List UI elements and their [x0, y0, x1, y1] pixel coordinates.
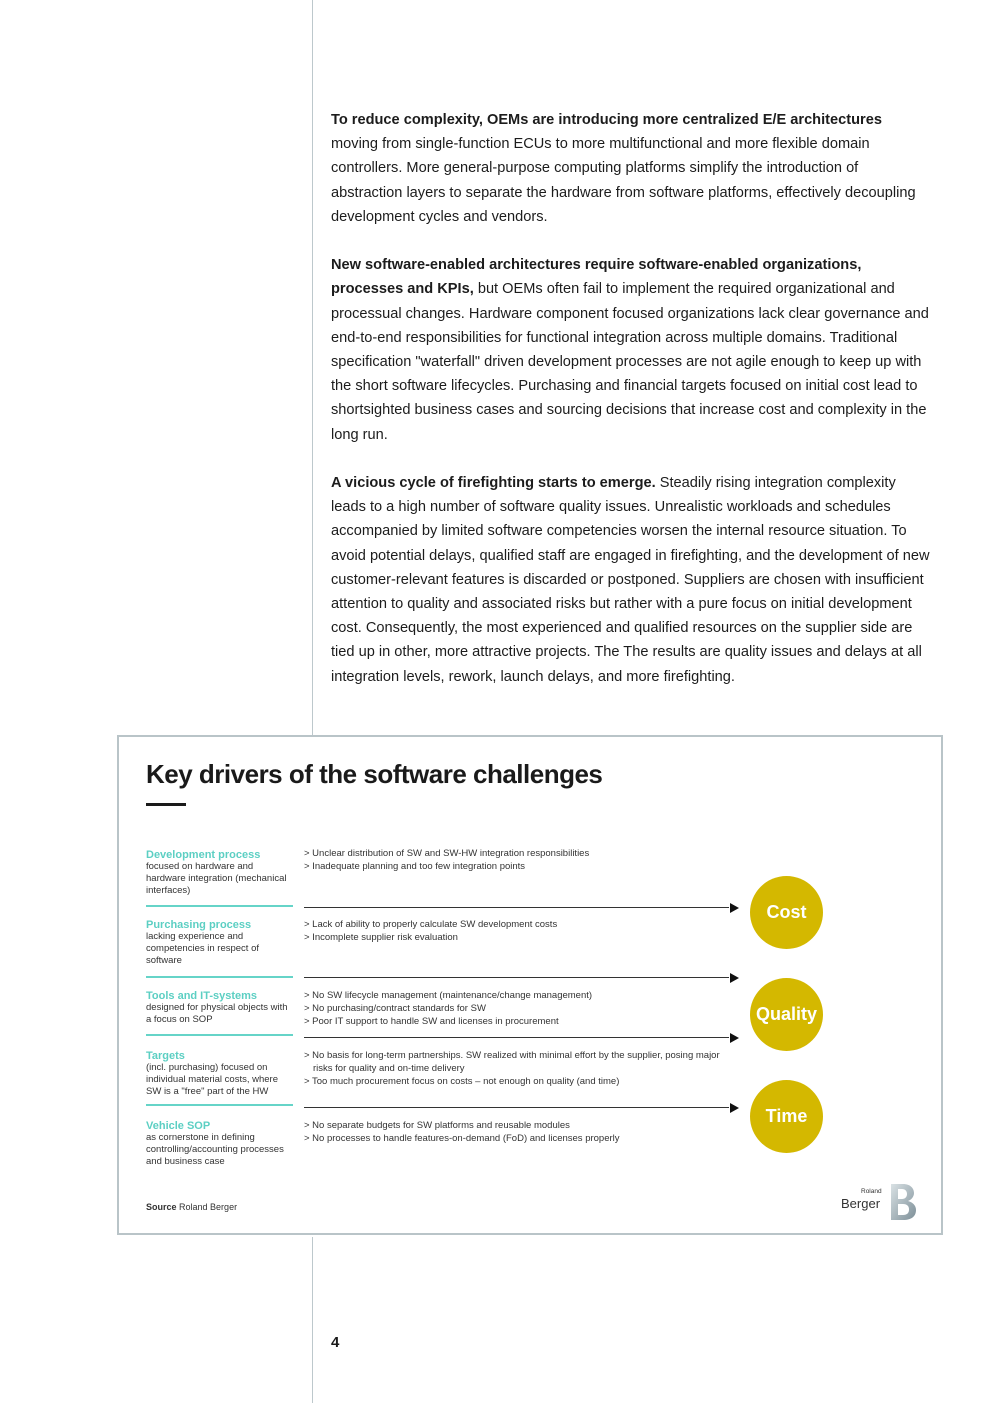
paragraph-3-lead: A vicious cycle of firefighting starts to emerge. — [331, 475, 656, 492]
arrow-head-3 — [730, 1033, 739, 1043]
bullet: > Inadequate planning and too few integration points — [304, 861, 526, 872]
margin-rule-top — [312, 0, 313, 735]
driver-description: (incl. purchasing) focused on individual material costs, where SW is a "free" part of the HW — [146, 1062, 279, 1097]
driver-3-bullets — [304, 989, 724, 1028]
driver-description: as cornerstone in defining controlling/accounting processes and business case — [146, 1132, 284, 1167]
arrow-line-4 — [304, 1107, 729, 1108]
driver-title: Targets — [146, 1050, 185, 1062]
arrow-line-1 — [304, 907, 729, 908]
bullet: > Unclear distribution of SW and SW-HW integration responsibilities — [304, 848, 590, 859]
arrow-head-2 — [730, 973, 739, 983]
bullet: > Incomplete supplier risk evaluation — [304, 932, 458, 943]
driver-5-bullets — [304, 1119, 724, 1145]
driver-separator — [146, 1104, 293, 1106]
bullet: > No processes to handle features-on-demand (FoD) and licenses properly — [304, 1133, 620, 1144]
margin-rule-bottom — [312, 1237, 313, 1403]
driver-development-process — [146, 849, 292, 897]
driver-description: lacking experience and competencies in respect of software — [146, 931, 260, 966]
paragraph-2-text: but OEMs often fail to implement the required organizational and processual changes. Hardware component focused organizations lack clear governance and end-to-end responsibilities for functional integration across multiple domains. Traditional specification "waterfall" driven development processes are not agile enough to keep up with the short software lifecycles. Purchasing and financial targets focused on initial cost lead to shortsighted business cases and sourcing decisions that increase cost and complexity in the long run. — [331, 281, 929, 443]
bullet: > No purchasing/contract standards for SW — [304, 1003, 486, 1014]
driver-title: Development process — [146, 849, 261, 861]
driver-vehicle-sop — [146, 1120, 292, 1168]
paragraph-1-text: moving from single-function ECUs to more multifunctional and more flexible domain controllers. More general-purpose computing platforms simplify the introduction of abstraction layers to separate the hardware from software platforms, effectively decoupling development cycles and vendors. — [331, 136, 916, 225]
driver-description: focused on hardware and hardware integration (mechanical interfaces) — [146, 861, 287, 896]
paragraph-2 — [331, 253, 931, 447]
driver-separator — [146, 1034, 293, 1036]
bullet: > No basis for long-term partnerships. SW realized with minimal effort by the supplier, posing major risks for quality and on-time delivery — [304, 1050, 720, 1074]
driver-title: Tools and IT-systems — [146, 990, 258, 1002]
outcome-label: Quality — [755, 1004, 817, 1024]
outcome-cost-circle — [750, 876, 823, 949]
logo-b-mark-icon — [889, 1183, 917, 1221]
driver-2-bullets — [304, 918, 724, 944]
driver-separator — [146, 976, 293, 978]
paragraph-3-text: Steadily rising integration complexity leads to a high number of software quality issues. Unrealistic workloads and schedules accompanied by limited software competencies worsen the internal resource situation. To avoid potential delays, qualified staff are engaged in firefighting, and the development of new customer-relevant features is discarded or postponed. Suppliers are chosen with insufficient attention to quality and associated risks but rather with a pure focus on initial development cost. Consequently, the most experienced and qualified resources on the supplier side are tied up in other, more attractive projects. The The results are quality issues and delays at all integration levels, rework, launch delays, and more firefighting. — [331, 475, 930, 685]
paragraph-1 — [331, 108, 931, 229]
bullet: > Too much procurement focus on costs – not enough on quality (and time) — [304, 1076, 620, 1087]
logo-line-2: Berger — [841, 1196, 881, 1211]
driver-tools-it-systems — [146, 990, 292, 1026]
driver-description: designed for physical objects with a focus on SOP — [146, 1002, 288, 1025]
outcome-time-circle — [750, 1080, 823, 1153]
arrow-head-1 — [730, 903, 739, 913]
bullet: > Poor IT support to handle SW and licenses in procurement — [304, 1016, 559, 1027]
driver-title: Purchasing process — [146, 919, 252, 931]
arrow-head-4 — [730, 1103, 739, 1113]
title-underline — [146, 803, 186, 806]
roland-berger-logo — [841, 1183, 917, 1223]
source-label: Source — [146, 1202, 177, 1212]
page-number: 4 — [331, 1334, 340, 1351]
paragraph-1-lead: To reduce complexity, OEMs are introducing more centralized E/E architectures — [331, 112, 882, 128]
driver-1-bullets — [304, 847, 724, 873]
logo-line-1: Roland — [861, 1188, 882, 1195]
arrow-line-2 — [304, 977, 729, 978]
driver-4-bullets — [304, 1049, 724, 1088]
driver-separator — [146, 905, 293, 907]
outcome-quality-circle — [750, 978, 823, 1051]
source-text: Roland Berger — [179, 1202, 238, 1212]
outcome-label: Time — [765, 1106, 808, 1126]
driver-purchasing-process — [146, 919, 292, 967]
driver-targets — [146, 1050, 292, 1098]
bullet: > No SW lifecycle management (maintenance/change management) — [304, 990, 593, 1001]
arrow-line-3 — [304, 1037, 729, 1038]
driver-title: Vehicle SOP — [146, 1120, 211, 1132]
paragraph-3 — [331, 471, 931, 689]
outcome-label: Cost — [766, 902, 807, 922]
bullet: > No separate budgets for SW platforms and reusable modules — [304, 1120, 570, 1131]
body-text — [331, 108, 931, 713]
bullet: > Lack of ability to properly calculate SW development costs — [304, 919, 558, 930]
figure-title: Key drivers of the software challenges — [146, 759, 603, 789]
paragraph-2-lead: New software-enabled architectures require software-enabled organizations, processes and KPIs, — [331, 257, 862, 298]
key-drivers-figure — [117, 735, 943, 1235]
source-note — [146, 1202, 237, 1212]
